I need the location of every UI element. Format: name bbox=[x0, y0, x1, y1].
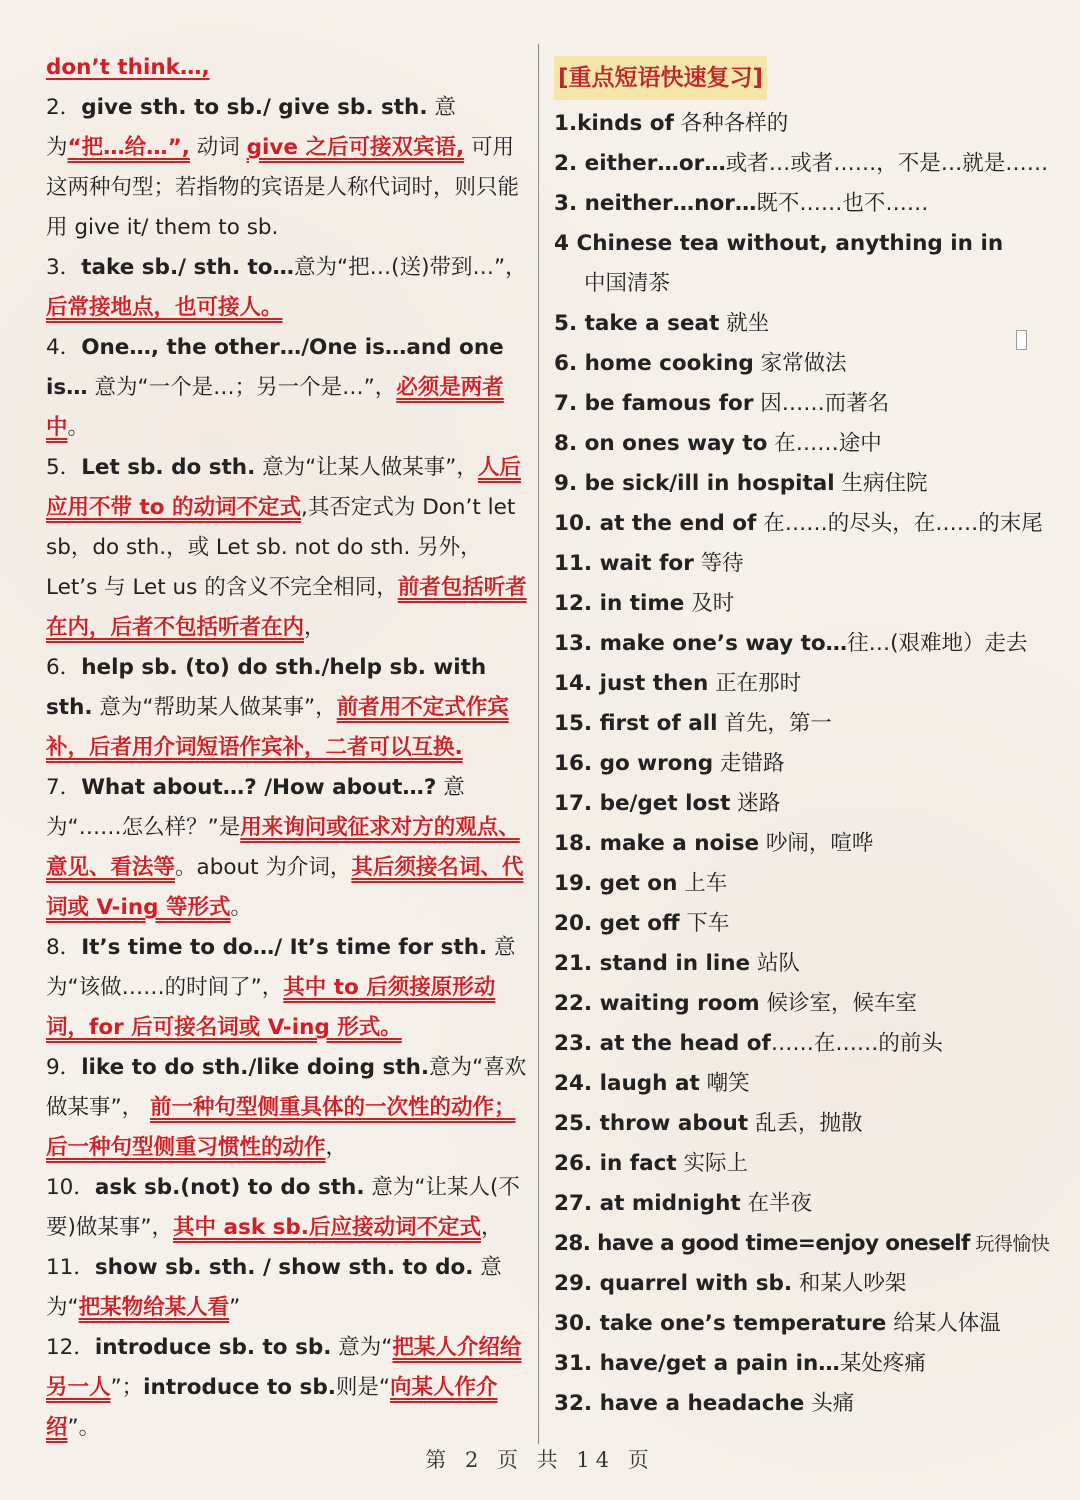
phrase-en: 18. make a noise bbox=[554, 831, 760, 856]
item-number: 4． bbox=[46, 335, 82, 360]
phrase-item bbox=[554, 104, 1054, 144]
phrase: ask sb.(not) to do sth. bbox=[94, 1175, 365, 1200]
phrase-item bbox=[554, 824, 1054, 864]
phrase-en: 16. go wrong bbox=[554, 751, 714, 776]
phrase-zh: 首先，第一 bbox=[717, 711, 832, 736]
phrase-en: 21. stand in line bbox=[554, 951, 751, 976]
highlight: 后常接地点，也可接人。 bbox=[46, 295, 283, 320]
phrase-en: 28. have a good time=enjoy oneself bbox=[554, 1231, 970, 1256]
phrase-item bbox=[554, 744, 1054, 784]
phrase-item bbox=[554, 344, 1054, 384]
phrase: It’s time to do…/ It’s time for sth. bbox=[81, 935, 488, 960]
phrase-item bbox=[554, 1064, 1054, 1104]
phrase-item bbox=[554, 984, 1054, 1024]
highlight: 人后应用不带 to 的动词不定式 bbox=[46, 455, 521, 520]
cursor-mark bbox=[1016, 330, 1027, 350]
item-12 bbox=[46, 1328, 528, 1448]
phrase-en: 26. in fact bbox=[554, 1151, 677, 1176]
phrase-en: 2. either…or… bbox=[554, 151, 726, 176]
highlight: 前者包括听者在内，后者不包括听者在内 bbox=[46, 575, 527, 640]
phrase-item bbox=[554, 1264, 1054, 1304]
phrase-item bbox=[554, 424, 1054, 464]
phrase: give sth. to sb./ give sb. sth. bbox=[81, 95, 428, 120]
item-number: 3． bbox=[46, 255, 82, 280]
phrase-item bbox=[554, 1104, 1054, 1144]
phrase-zh: 玩得愉快 bbox=[969, 1233, 1050, 1255]
phrase-item bbox=[554, 464, 1054, 504]
phrase-en: 19. get on bbox=[554, 871, 678, 896]
phrase-zh: 既不……也不…… bbox=[756, 191, 929, 216]
text: ” bbox=[229, 1295, 241, 1320]
phrase-en: 20. get off bbox=[554, 911, 680, 936]
text: 则是“ bbox=[335, 1375, 391, 1400]
phrase-zh: 生病住院 bbox=[834, 471, 928, 496]
phrase-en: 17. be/get lost bbox=[554, 791, 731, 816]
text: 意为“ bbox=[46, 1255, 502, 1320]
item-11 bbox=[46, 1248, 528, 1328]
text: 意为“一个是…；另一个是…”， bbox=[87, 375, 397, 400]
phrase-zh: 家常做法 bbox=[753, 351, 847, 376]
phrase-item bbox=[554, 584, 1054, 624]
phrase-zh: 某处疼痛 bbox=[839, 1351, 926, 1376]
phrase-zh: 正在那时 bbox=[708, 671, 802, 696]
phrase-en: 1.kinds of bbox=[554, 111, 674, 136]
phrase-zh: 吵闹，喧哗 bbox=[759, 831, 874, 856]
phrase-zh: 及时 bbox=[684, 591, 735, 616]
phrase-en: 27. at midnight bbox=[554, 1191, 741, 1216]
phrase-item bbox=[554, 1144, 1054, 1184]
phrase-zh: 头痛 bbox=[804, 1391, 855, 1416]
item-2 bbox=[46, 88, 528, 248]
phrase-item bbox=[554, 704, 1054, 744]
highlight: 前一种句型侧重具体的一次性的动作；后一种句型侧重习惯性的动作 bbox=[46, 1095, 516, 1160]
phrase-zh: 站队 bbox=[750, 951, 800, 976]
highlight: 用来询问或征求对方的观点、意见、看法等 bbox=[46, 815, 520, 880]
phrase-zh: 上车 bbox=[677, 871, 728, 896]
phrase-item bbox=[554, 264, 1054, 304]
phrase-zh: 实际上 bbox=[676, 1151, 748, 1176]
phrase-zh: 走错路 bbox=[713, 751, 785, 776]
phrase-item bbox=[554, 184, 1054, 224]
phrase: What about…? /How about…? bbox=[81, 775, 437, 800]
phrase-en: 24. laugh at bbox=[554, 1071, 700, 1096]
text: 。 bbox=[67, 415, 90, 440]
phrase-en: 9. be sick/ill in hospital bbox=[554, 471, 835, 496]
left-column bbox=[46, 48, 528, 1448]
item-8 bbox=[46, 928, 528, 1048]
phrase-en: 7. be famous for bbox=[554, 391, 754, 416]
text: 。about 为介词， bbox=[175, 855, 352, 880]
phrase-zh: 就坐 bbox=[719, 311, 770, 336]
right-column bbox=[554, 56, 1054, 1424]
highlight: 其中 to 后须接原形动词，for 后可接名词或 V-ing 形式。 bbox=[46, 975, 496, 1040]
phrase-en: 11. wait for bbox=[554, 551, 694, 576]
phrase-en: 8. on ones way to bbox=[554, 431, 768, 456]
item-5 bbox=[46, 448, 528, 648]
phrase-item bbox=[554, 1384, 1054, 1424]
phrase-zh: 给某人体温 bbox=[886, 1311, 1001, 1336]
text: 意为“……怎么样？”是 bbox=[46, 775, 465, 840]
text: ”。 bbox=[67, 1415, 101, 1440]
item-3 bbox=[46, 248, 528, 328]
item-number: 8． bbox=[46, 935, 82, 960]
phrase-item bbox=[554, 624, 1054, 664]
phrase-item bbox=[554, 504, 1054, 544]
phrase-en: 22. waiting room bbox=[554, 991, 760, 1016]
intro-text: don’t think…, bbox=[46, 55, 210, 80]
phrase-en: 31. have/get a pain in… bbox=[554, 1351, 840, 1376]
highlight: 前者用不定式作宾补，后者用介词短语作宾补，二者可以互换. bbox=[46, 695, 509, 760]
phrase-zh: 和某人吵架 bbox=[792, 1271, 907, 1296]
text: ”； bbox=[110, 1375, 144, 1400]
text: 可用这两种句型；若指物的宾语是人称代词时，则只能用 give it/ them to sb. bbox=[46, 135, 520, 240]
phrase-zh: 因……而著名 bbox=[753, 391, 890, 416]
phrase-list bbox=[554, 104, 1054, 1424]
highlight: 必须是两者中 bbox=[46, 375, 504, 440]
phrase: help sb. (to) do sth./help sb. with sth. bbox=[46, 655, 487, 720]
phrase-item bbox=[554, 1024, 1054, 1064]
phrase: One…, the other…/One is…and one is… bbox=[46, 335, 504, 400]
phrase-zh: 下车 bbox=[679, 911, 730, 936]
text: 意为“喜欢做某事”， bbox=[46, 1055, 527, 1120]
phrase-en: 29. quarrel with sb. bbox=[554, 1271, 793, 1296]
text: 意为“该做……的时间了”， bbox=[46, 935, 516, 1000]
phrase-item bbox=[554, 1184, 1054, 1224]
column-divider bbox=[538, 44, 539, 1444]
text: ， bbox=[325, 1135, 348, 1160]
item-9 bbox=[46, 1048, 528, 1168]
phrase-en: 6. home cooking bbox=[554, 351, 754, 376]
text: 。 bbox=[230, 895, 253, 920]
section-heading: [重点短语快速复习] bbox=[554, 56, 767, 100]
phrase-en: 15. first of all bbox=[554, 711, 718, 736]
phrase: introduce to sb. bbox=[143, 1375, 336, 1400]
text: 动词 bbox=[189, 135, 247, 160]
item-7 bbox=[46, 768, 528, 928]
phrase-zh: 候诊室，候车室 bbox=[759, 991, 918, 1016]
text: ,其否定式为 Don’t let sb，do sth.，或 Let sb. not do sth. 另外，Let’s 与 Let us 的含义不完全相同， bbox=[46, 495, 516, 600]
phrase-zh: 中国清茶 bbox=[584, 271, 671, 296]
phrase-en: 10. at the end of bbox=[554, 511, 757, 536]
item-number: 7． bbox=[46, 775, 82, 800]
text: ， bbox=[304, 615, 326, 640]
text: 意为 bbox=[46, 95, 456, 160]
phrase-zh: 在半夜 bbox=[740, 1191, 812, 1216]
text: 意为“让某人(不要)做某事”， bbox=[46, 1175, 520, 1240]
highlight: 把某物给某人看 bbox=[78, 1295, 230, 1320]
phrase-en: 3. neither…nor… bbox=[554, 191, 757, 216]
highlight: 向某人作介绍 bbox=[46, 1375, 498, 1440]
phrase-item bbox=[554, 144, 1054, 184]
phrase-en: 14. just then bbox=[554, 671, 709, 696]
phrase-zh: 嘲笑 bbox=[699, 1071, 750, 1096]
phrase-en: 25. throw about bbox=[554, 1111, 749, 1136]
phrase-en: 23. at the head of bbox=[554, 1031, 771, 1056]
phrase-item bbox=[554, 224, 1054, 264]
highlight: 其中 ask sb.后应接动词不定式 bbox=[173, 1215, 481, 1240]
phrase-item bbox=[554, 544, 1054, 584]
text: ， bbox=[480, 1215, 503, 1240]
phrase-en: 5. take a seat bbox=[554, 311, 720, 336]
item-number: 5． bbox=[46, 455, 82, 480]
item-4 bbox=[46, 328, 528, 448]
phrase-en: 32. have a headache bbox=[554, 1391, 805, 1416]
highlight: 其后须接名词、代词或 V-ing 等形式 bbox=[46, 855, 524, 920]
item-number: 10． bbox=[46, 1175, 95, 1200]
item-6 bbox=[46, 648, 528, 768]
item-number: 6． bbox=[46, 655, 82, 680]
phrase-en: 13. make one’s way to… bbox=[554, 631, 848, 656]
phrase-item bbox=[554, 1304, 1054, 1344]
phrase-zh: 各种各样的 bbox=[673, 111, 789, 136]
phrase-en: 30. take one’s temperature bbox=[554, 1311, 887, 1336]
page-footer: 第 2 页 共 14 页 bbox=[425, 1448, 655, 1472]
highlight: 把某人介绍给另一人 bbox=[46, 1335, 522, 1400]
text: 意为“ bbox=[331, 1335, 393, 1360]
phrase-item bbox=[554, 944, 1054, 984]
phrase-item bbox=[554, 1344, 1054, 1384]
phrase-zh: 往…(艰难地）走去 bbox=[847, 631, 1028, 656]
phrase-item bbox=[554, 384, 1054, 424]
phrase-item bbox=[554, 664, 1054, 704]
phrase-zh: ……在……的前头 bbox=[770, 1031, 943, 1056]
phrase-zh: 乱丢，抛散 bbox=[748, 1111, 863, 1136]
intro-line bbox=[46, 48, 528, 88]
phrase-en: 12. in time bbox=[554, 591, 685, 616]
item-number: 12． bbox=[46, 1335, 95, 1360]
phrase: Let sb. do sth. bbox=[81, 455, 256, 480]
phrase-en: 4 Chinese tea without, anything in in bbox=[554, 231, 1004, 256]
text: 意为“帮助某人做某事”， bbox=[92, 695, 337, 720]
phrase-zh: 等待 bbox=[693, 551, 744, 576]
phrase: introduce sb. to sb. bbox=[94, 1335, 332, 1360]
item-number: 9． bbox=[46, 1055, 82, 1080]
text: 意为“把…(送)带到…”， bbox=[294, 255, 527, 280]
phrase-item bbox=[554, 784, 1054, 824]
phrase-zh: 迷路 bbox=[730, 791, 781, 816]
phrase-zh: 或者…或者……，不是…就是…… bbox=[725, 151, 1049, 176]
item-10 bbox=[46, 1168, 528, 1248]
phrase-item bbox=[554, 1224, 1054, 1264]
text: 意为“让某人做某事”， bbox=[255, 455, 478, 480]
phrase: take sb./ sth. to… bbox=[81, 255, 295, 280]
phrase-zh: 在……途中 bbox=[767, 431, 882, 456]
phrase-item bbox=[554, 904, 1054, 944]
phrase: like to do sth./like doing sth. bbox=[81, 1055, 430, 1080]
phrase-item bbox=[554, 304, 1054, 344]
highlight: give 之后可接双宾语, bbox=[246, 135, 465, 160]
highlight: “把…给…”, bbox=[67, 135, 190, 160]
phrase-zh: 在……的尽头，在……的末尾 bbox=[756, 511, 1043, 536]
phrase: show sb. sth. / show sth. to do. bbox=[94, 1255, 474, 1280]
phrase-item bbox=[554, 864, 1054, 904]
item-number: 2． bbox=[46, 95, 82, 120]
item-number: 11． bbox=[46, 1255, 95, 1280]
